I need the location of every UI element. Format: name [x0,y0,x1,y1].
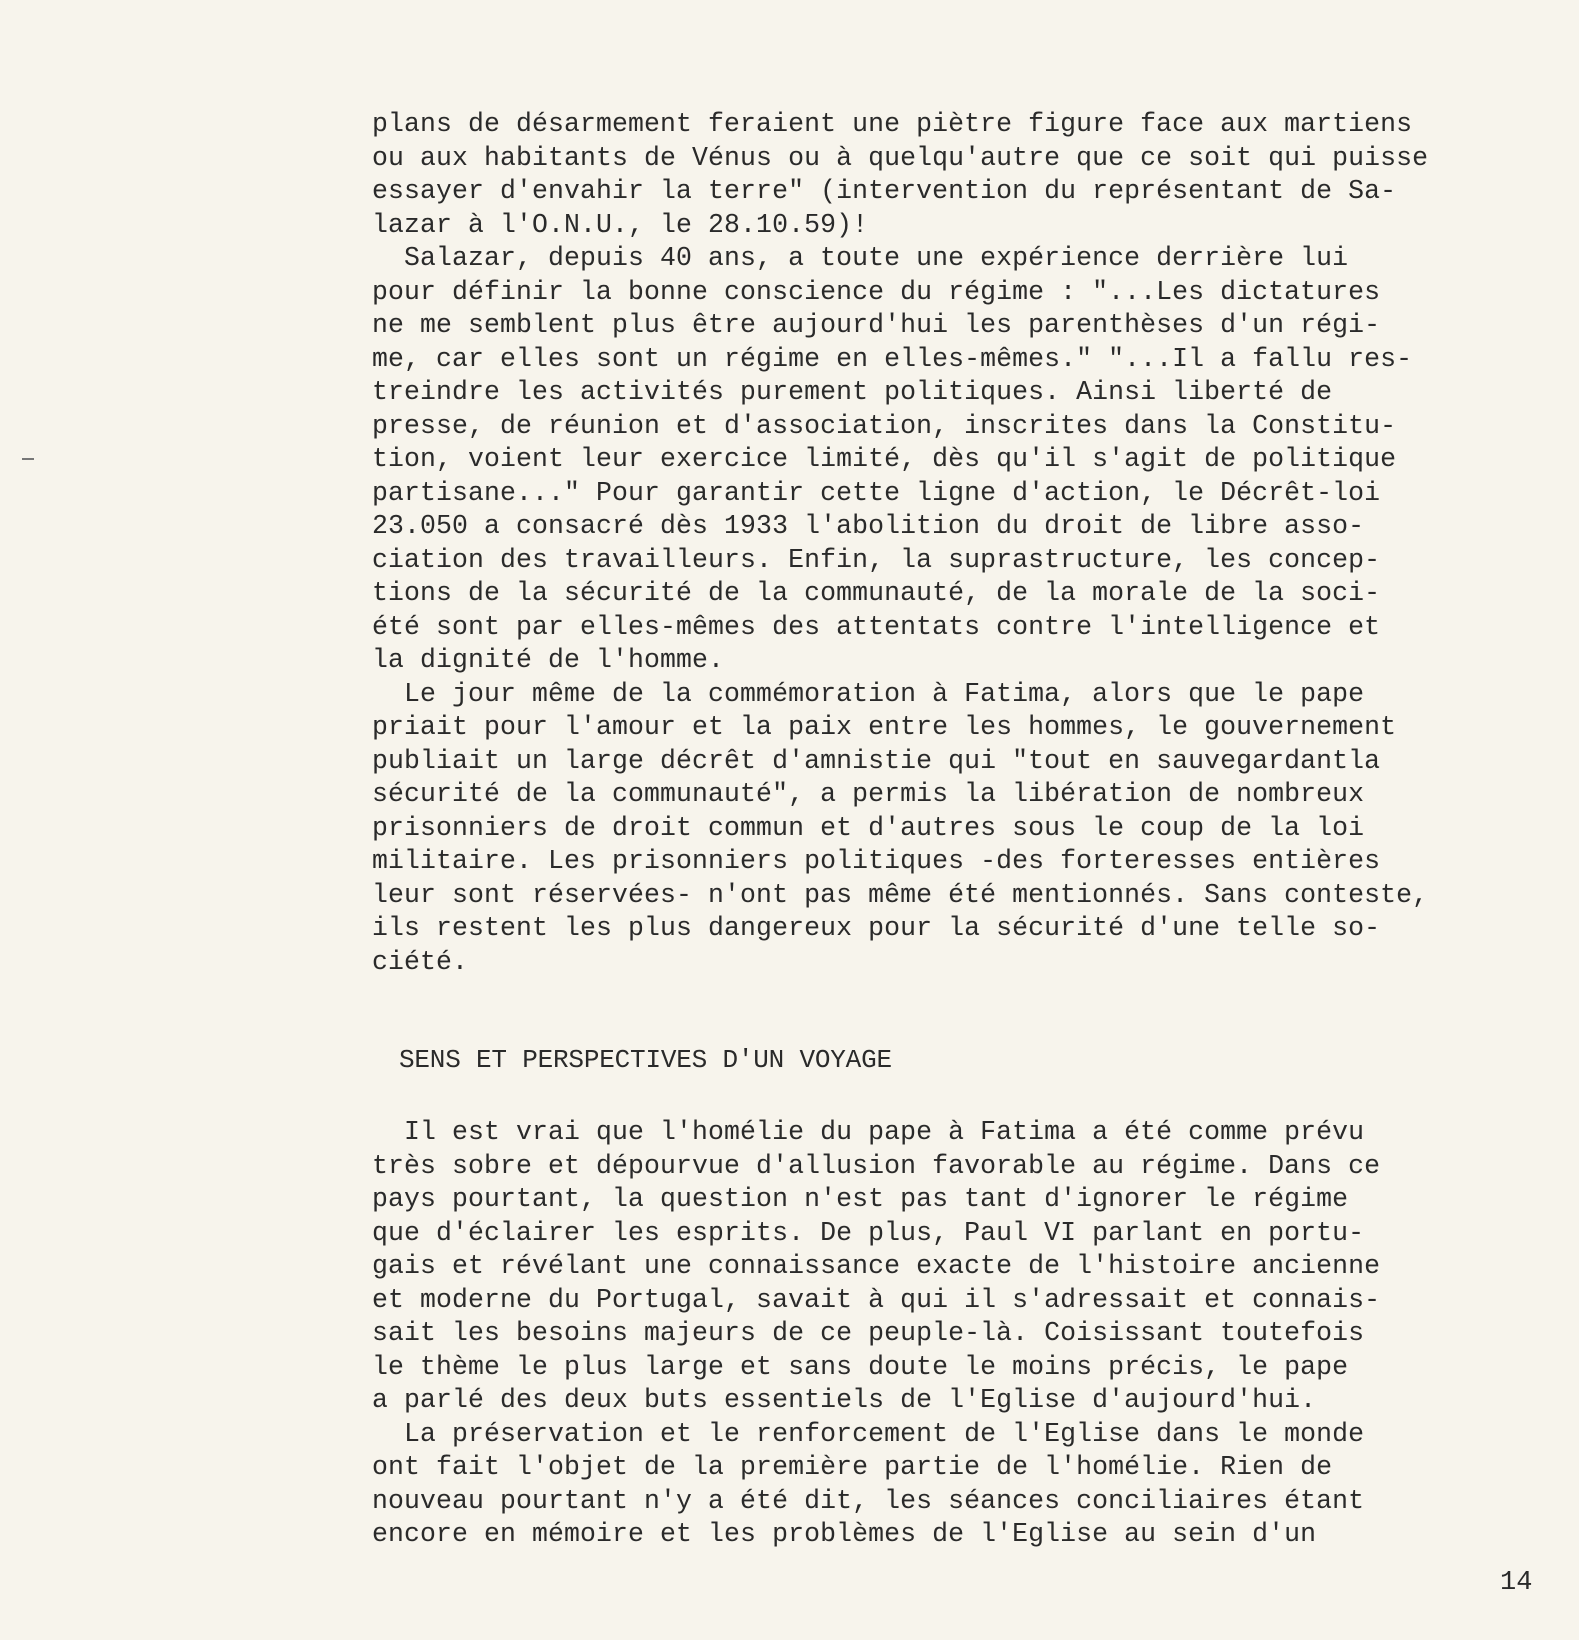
text-line: que d'éclairer les esprits. De plus, Paul VI parlant en portu- [372,1217,1365,1248]
text-line: été sont par elles-mêmes des attentats contre l'intelligence et [372,611,1381,642]
text-line: plans de désarmement feraient une piètre figure face aux martiens [372,109,1413,139]
text-line: La préservation et le renforcement de l'Eglise dans le monde [372,1418,1365,1449]
text-line: 23.050 a consacré dès 1933 l'abolition du droit de libre asso- [372,511,1365,541]
text-line: Il est vrai que l'homélie du pape à Fatima a été comme prévu [372,1117,1365,1147]
margin-mark [22,458,34,460]
text-line: sait les besoins majeurs de ce peuple-là. Coisissant toutefois [372,1318,1365,1348]
text-line: le thème le plus large et sans doute le moins précis, le pape [372,1351,1349,1382]
text-line: ils restent les plus dangereux pour la sécurité d'une telle so- [372,913,1381,943]
text-line: ciété. [372,946,469,977]
text-line: partisane..." Pour garantir cette ligne d'action, le Décrêt-loi [372,477,1381,508]
text-line: a parlé des deux buts essentiels de l'Eglise d'aujourd'hui. [372,1385,1317,1415]
text-line: tion, voient leur exercice limité, dès qu'il s'agit de politique [372,444,1397,474]
text-line: presse, de réunion et d'association, inscrites dans la Constitu- [372,410,1397,441]
text-line: et moderne du Portugal, savait à qui il s'adressait et connais- [372,1284,1381,1315]
text-line: tions de la sécurité de la communauté, de la morale de la soci- [372,578,1381,608]
text-line: militaire. Les prisonniers politiques -des forteresses entières [372,846,1381,876]
text-line: Salazar, depuis 40 ans, a toute une expérience derrière lui [372,243,1349,273]
text-line: pour définir la bonne conscience du régime : "...Les dictatures [372,276,1381,307]
text-line: la dignité de l'homme. [372,645,725,675]
text-block-top [372,108,1502,979]
text-line: prisonniers de droit commun et d'autres sous le coup de la loi [372,812,1365,843]
text-line: me, car elles sont un régime en elles-mêmes." "...Il a fallu res- [372,343,1413,374]
text-line: leur sont réservées- n'ont pas même été mentionnés. Sans conteste, [372,879,1429,910]
text-line: publiait un large décrêt d'amnistie qui "tout en sauvegardantla [372,745,1381,776]
text-line: ciation des travailleurs. Enfin, la suprastructure, les concep- [372,544,1381,575]
text-line: lazar à l'O.N.U., le 28.10.59)! [372,209,869,240]
text-line: pays pourtant, la question n'est pas tant d'ignorer le régime [372,1184,1349,1214]
text-line: priait pour l'amour et la paix entre les hommes, le gouvernement [372,712,1397,742]
section-heading: SENS ET PERSPECTIVES D'UN VOYAGE [399,1045,892,1075]
text-line: essayer d'envahir la terre" (intervention du représentant de Sa- [372,176,1397,206]
text-line: treindre les activités purement politiques. Ainsi liberté de [372,377,1333,407]
text-line: ou aux habitants de Vénus ou à quelqu'autre que ce soit qui puisse [372,142,1429,173]
text-line: nouveau pourtant n'y a été dit, les séances conciliaires étant [372,1485,1365,1516]
text-line: très sobre et dépourvue d'allusion favorable au régime. Dans ce [372,1150,1381,1181]
text-line: ne me semblent plus être aujourd'hui les parenthèses d'un régi- [372,310,1381,340]
page-number: 14 [1500,1568,1533,1598]
text-line: gais et révélant une connaissance exacte de l'histoire ancienne [372,1251,1381,1281]
text-line: encore en mémoire et les problèmes de l'Eglise au sein d'un [372,1519,1317,1549]
text-line: ont fait l'objet de la première partie de l'homélie. Rien de [372,1452,1333,1482]
text-line: sécurité de la communauté", a permis la libération de nombreux [372,779,1365,809]
text-block-bottom [372,1116,1502,1552]
text-line: Le jour même de la commémoration à Fatima, alors que le pape [372,678,1365,709]
